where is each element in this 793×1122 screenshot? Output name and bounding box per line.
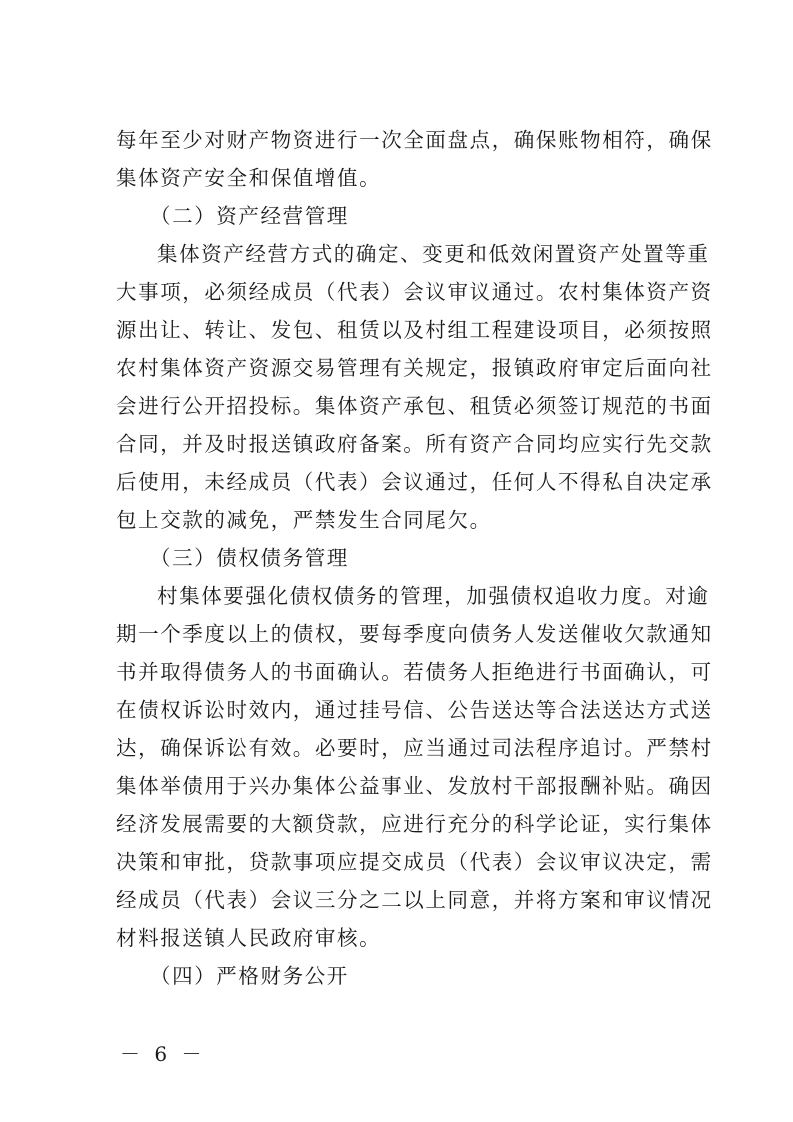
paragraph-line: 大事项，必须经成员（代表）会议审议通过。农村集体资产资 bbox=[116, 280, 713, 304]
paragraph-line: 决策和审批，贷款事项应提交成员（代表）会议审议决定，需 bbox=[116, 850, 713, 874]
paragraph-line: 后使用，未经成员（代表）会议通过，任何人不得私自决定承 bbox=[116, 470, 713, 494]
section-heading-2: （二）资产经营管理 bbox=[150, 204, 349, 228]
paragraph-line: 期一个季度以上的债权，要每季度向债务人发送催收欠款通知 bbox=[116, 622, 713, 646]
paragraph-line: 会进行公开招投标。集体资产承包、租赁必须签订规范的书面 bbox=[116, 394, 713, 418]
paragraph-line: 集体资产经营方式的确定、变更和低效闲置资产处置等重 bbox=[157, 242, 710, 266]
paragraph-line: 包上交款的减免，严禁发生合同尾欠。 bbox=[116, 508, 492, 532]
paragraph-line: 源出让、转让、发包、租赁以及村组工程建设项目，必须按照 bbox=[116, 318, 713, 342]
page-number: － 6 － bbox=[120, 1042, 206, 1066]
paragraph-line: 达，确保诉讼有效。必要时，应当通过司法程序追讨。严禁村 bbox=[116, 736, 713, 760]
paragraph-line: 书并取得债务人的书面确认。若债务人拒绝进行书面确认，可 bbox=[116, 660, 713, 684]
paragraph-line: 合同，并及时报送镇政府备案。所有资产合同均应实行先交款 bbox=[116, 432, 713, 456]
paragraph-line: 材料报送镇人民政府审核。 bbox=[116, 926, 382, 950]
paragraph-line: 集体资产安全和保值增值。 bbox=[116, 166, 382, 190]
paragraph-line: 集体举债用于兴办集体公益事业、发放村干部报酬补贴。确因 bbox=[116, 774, 713, 798]
paragraph-line: 经济发展需要的大额贷款，应进行充分的科学论证，实行集体 bbox=[116, 812, 713, 836]
paragraph-line: 每年至少对财产物资进行一次全面盘点，确保账物相符，确保 bbox=[116, 128, 713, 152]
section-heading-4: （四）严格财务公开 bbox=[150, 964, 349, 988]
paragraph-line: 村集体要强化债权债务的管理，加强债权追收力度。对逾 bbox=[157, 584, 710, 608]
paragraph-line: 农村集体资产资源交易管理有关规定，报镇政府审定后面向社 bbox=[116, 356, 713, 380]
section-heading-3: （三）债权债务管理 bbox=[150, 546, 349, 570]
paragraph-line: 经成员（代表）会议三分之二以上同意，并将方案和审议情况 bbox=[116, 888, 713, 912]
paragraph-line: 在债权诉讼时效内，通过挂号信、公告送达等合法送达方式送 bbox=[116, 698, 713, 722]
